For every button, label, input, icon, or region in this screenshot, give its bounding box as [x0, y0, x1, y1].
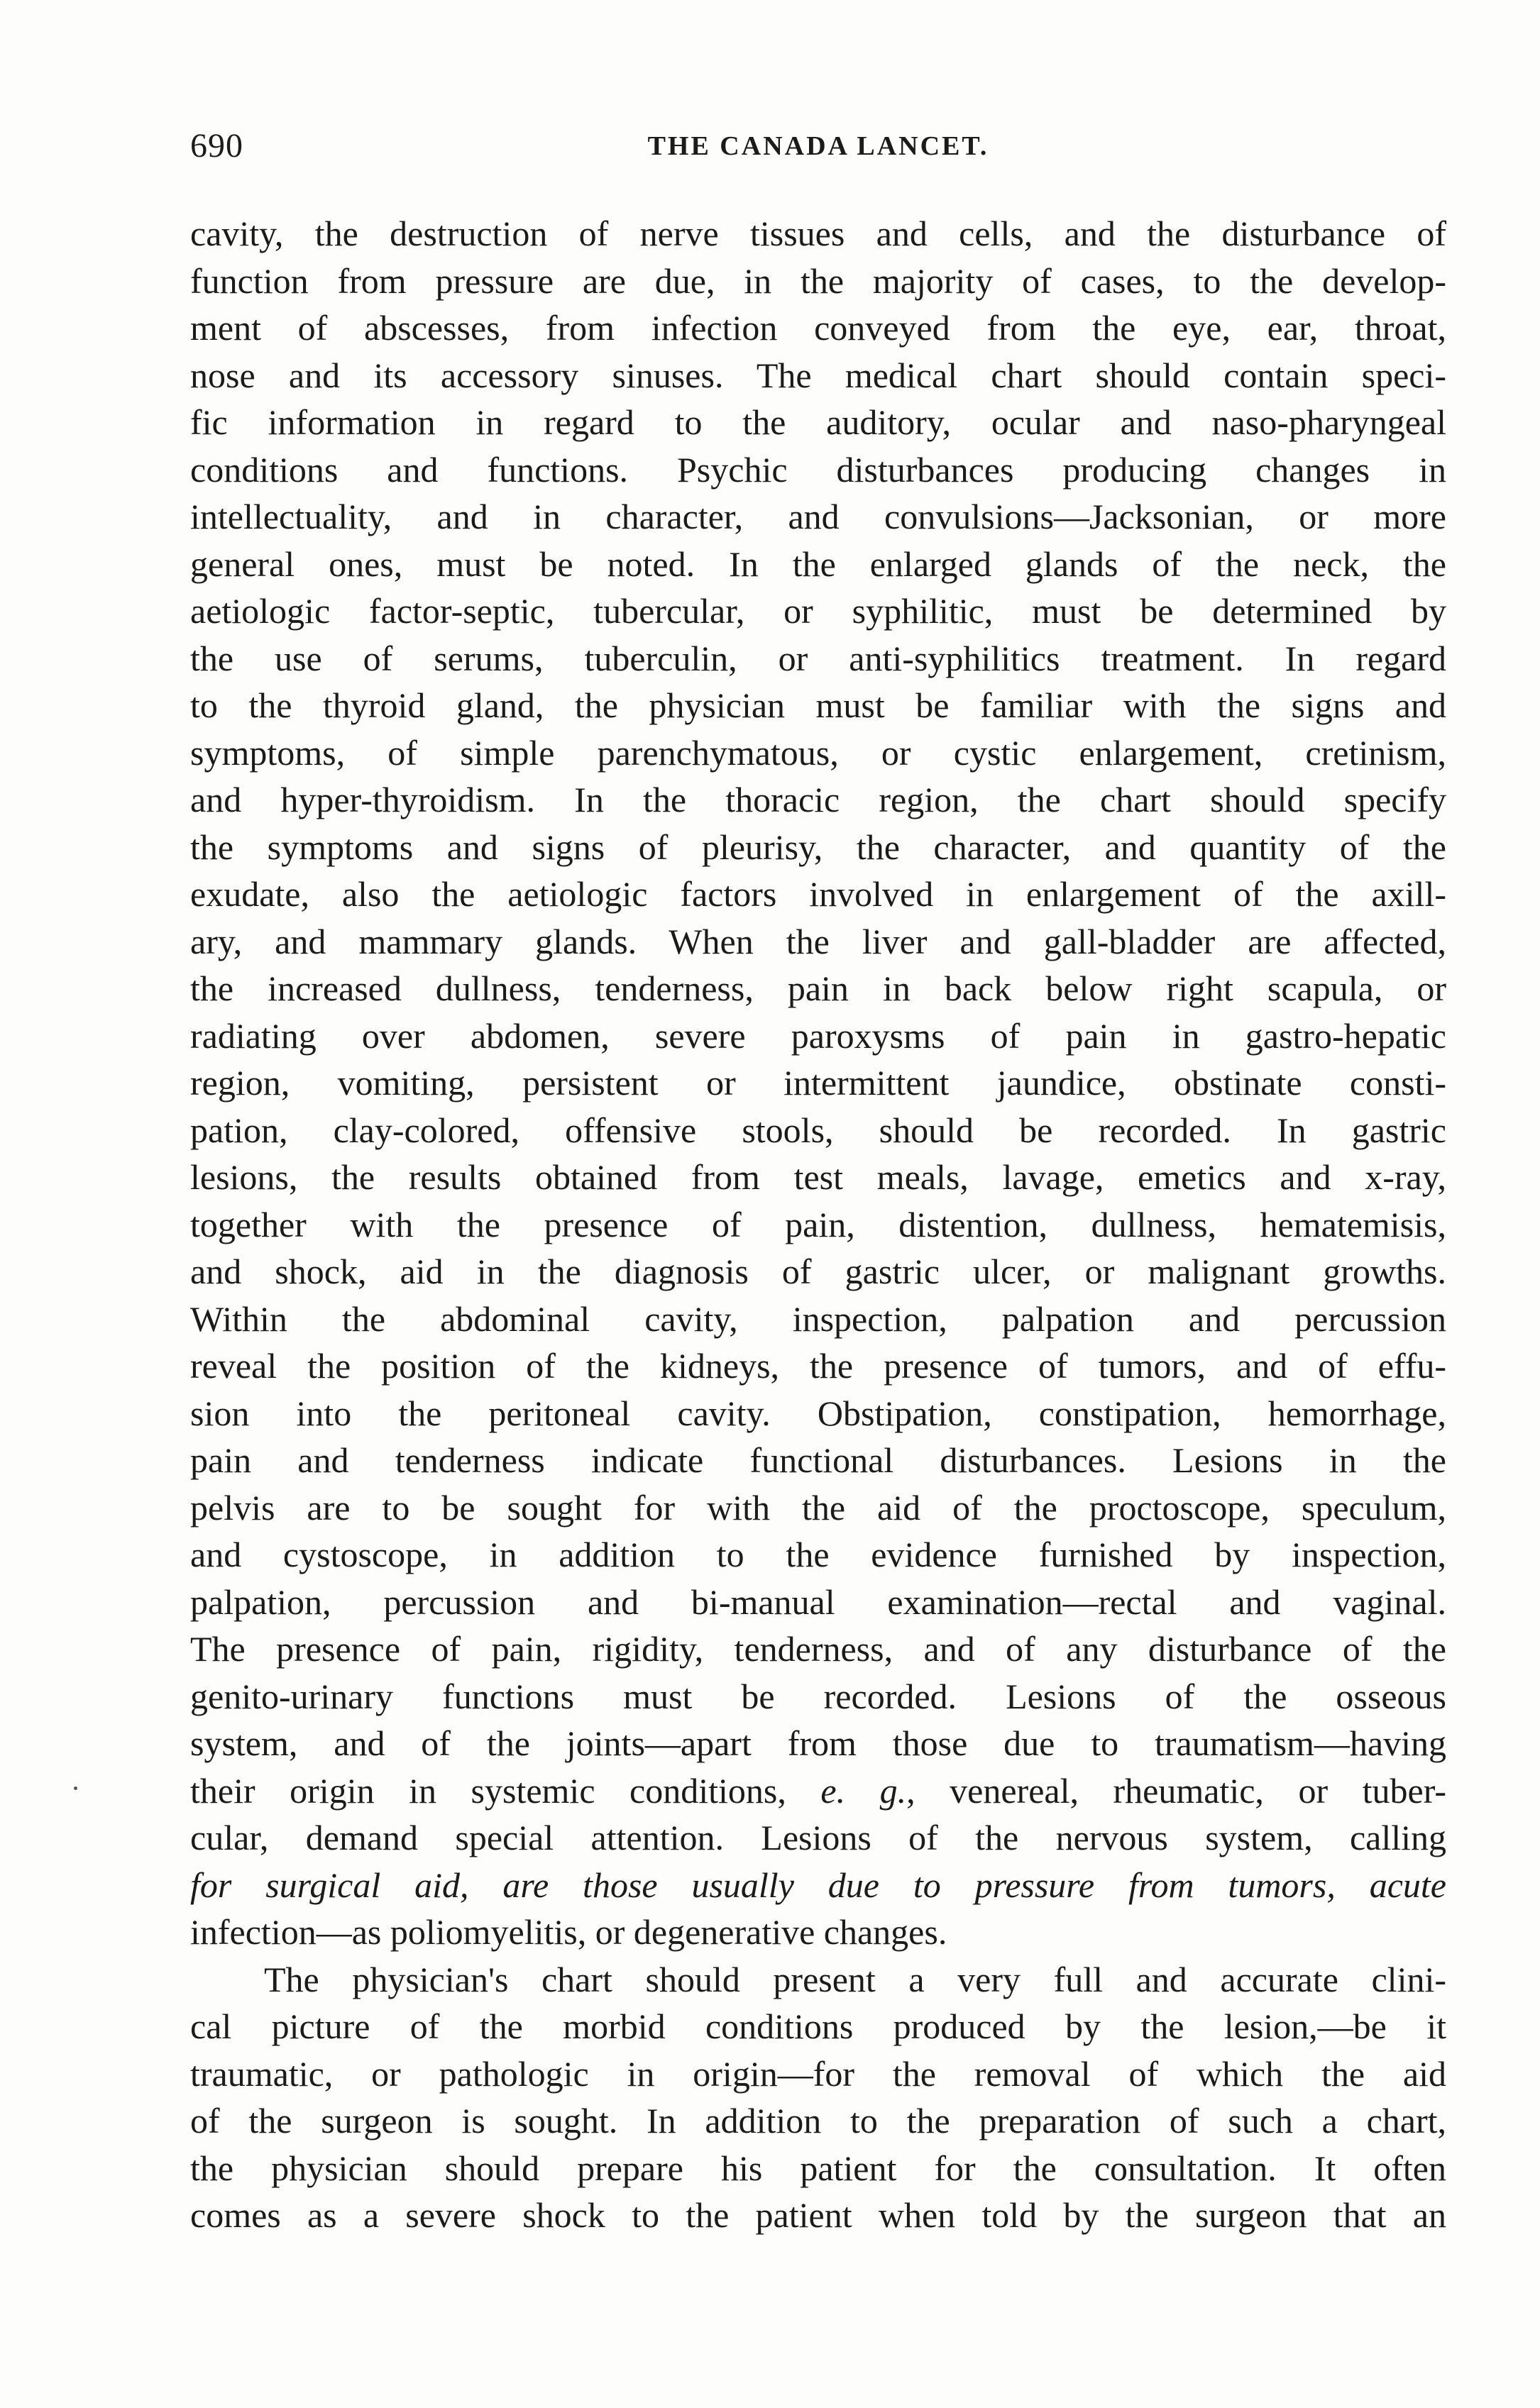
- text-line: pelvis are to be sought for with the aid of the proctoscope, speculum,: [190, 1487, 1446, 1528]
- page-number: 690: [190, 127, 243, 165]
- text-line: general ones, must be noted. In the enlarged glands of the neck, the: [190, 543, 1446, 584]
- text-line: exudate, also the aetiologic factors involved in enlargement of the axill-: [190, 874, 1446, 914]
- text-line: conditions and functions. Psychic disturbances producing changes in: [190, 449, 1446, 490]
- text-line: radiating over abdomen, severe paroxysms of pain in gastro-hepatic: [190, 1015, 1446, 1056]
- text-line: genito-urinary functions must be recorded. Lesions of the osseous: [190, 1676, 1446, 1716]
- text-line: nose and its accessory sinuses. The medical chart should contain speci-: [190, 355, 1446, 395]
- text-line: symptoms, of simple parenchymatous, or cystic enlargement, cretinism,: [190, 732, 1446, 773]
- text-line-italic: for surgical aid, are those usually due to pressure from tumors, acute: [190, 1865, 1446, 1905]
- italic-abbreviation: e. g.: [820, 1770, 907, 1811]
- text-segment: , venereal, rheumatic, or tuber-: [906, 1770, 1447, 1811]
- text-line: cavity, the destruction of nerve tissues and cells, and the disturbance of: [190, 214, 1446, 253]
- text-line: aetiologic factor-septic, tubercular, or syphilitic, must be determined by: [190, 591, 1446, 631]
- text-line: and shock, aid in the diagnosis of gastric ulcer, or malignant growths.: [190, 1252, 1446, 1291]
- text-line: cular, demand special attention. Lesions of the nervous system, calling: [190, 1818, 1446, 1857]
- text-line-last: infection—as poliomyelitis, or degenerative changes.: [190, 1912, 947, 1952]
- text-line: palpation, percussion and bi-manual examination—rectal and vaginal.: [190, 1581, 1446, 1622]
- text-line: lesions, the results obtained from test meals, lavage, emetics and x-ray,: [190, 1157, 1446, 1197]
- text-line: and cystoscope, in addition to the evidence furnished by inspection,: [190, 1535, 1446, 1574]
- text-line: comes as a severe shock to the patient when told by the surgeon that an: [190, 2195, 1446, 2235]
- text-line: region, vomiting, persistent or intermittent jaundice, obstinate consti-: [190, 1063, 1446, 1103]
- text-line: the physician should prepare his patient for the consultation. It often: [190, 2148, 1446, 2188]
- text-line: of the surgeon is sought. In addition to the preparation of such a chart,: [190, 2101, 1446, 2141]
- journal-title: THE CANADA LANCET.: [647, 131, 989, 161]
- text-line: to the thyroid gland, the physician must be familiar with the signs and: [190, 685, 1446, 725]
- text-line: cal picture of the morbid conditions produced by the lesion,—be it: [190, 2006, 1446, 2046]
- text-line: fic information in regard to the auditory, ocular and naso-pharyngeal: [190, 402, 1446, 442]
- text-segment: their origin in systemic conditions,: [190, 1770, 786, 1811]
- text-line: The presence of pain, rigidity, tenderness, and of any disturbance of the: [190, 1629, 1446, 1669]
- text-line: pation, clay-colored, offensive stools, should be recorded. In gastric: [190, 1110, 1446, 1150]
- paragraph-1: [190, 210, 1446, 1956]
- text-line: intellectuality, and in character, and convulsions—Jacksonian, or more: [190, 497, 1446, 536]
- text-line: Within the abdominal cavity, inspection, palpation and percussion: [190, 1298, 1446, 1339]
- body-text: [190, 210, 1446, 2239]
- text-line: the increased dullness, tenderness, pain in back below right scapula, or: [190, 968, 1446, 1008]
- text-line: together with the presence of pain, distention, dullness, hematemisis,: [190, 1204, 1446, 1244]
- running-head: [190, 126, 1446, 169]
- text-line: system, and of the joints—apart from those due to traumatism—having: [190, 1723, 1446, 1763]
- text-line: and hyper-thyroidism. In the thoracic region, the chart should specify: [190, 780, 1446, 819]
- text-line: reveal the position of the kidneys, the presence of tumors, and of effu-: [190, 1346, 1446, 1386]
- text-line: sion into the peritoneal cavity. Obstipation, constipation, hemorrhage,: [190, 1393, 1446, 1433]
- paragraph-2: [190, 1956, 1446, 2239]
- text-line: traumatic, or pathologic in origin—for the removal of which the aid: [190, 2053, 1446, 2094]
- text-line: function from pressure are due, in the majority of cases, to the develop-: [190, 260, 1446, 301]
- text-line: the symptoms and signs of pleurisy, the character, and quantity of the: [190, 827, 1446, 867]
- text-line: pain and tenderness indicate functional disturbances. Lesions in the: [190, 1440, 1446, 1480]
- margin-speck: [74, 1786, 77, 1790]
- text-line-indented: The physician's chart should present a very full and accurate clini-: [264, 1959, 1446, 1999]
- text-line: ary, and mammary glands. When the liver and gall-bladder are affected,: [190, 921, 1446, 961]
- text-line: ment of abscesses, from infection conveyed from the eye, ear, throat,: [190, 308, 1446, 348]
- text-line: the use of serums, tuberculin, or anti-syphilitics treatment. In regard: [190, 638, 1446, 678]
- text-line-with-italic: [190, 1767, 1446, 1815]
